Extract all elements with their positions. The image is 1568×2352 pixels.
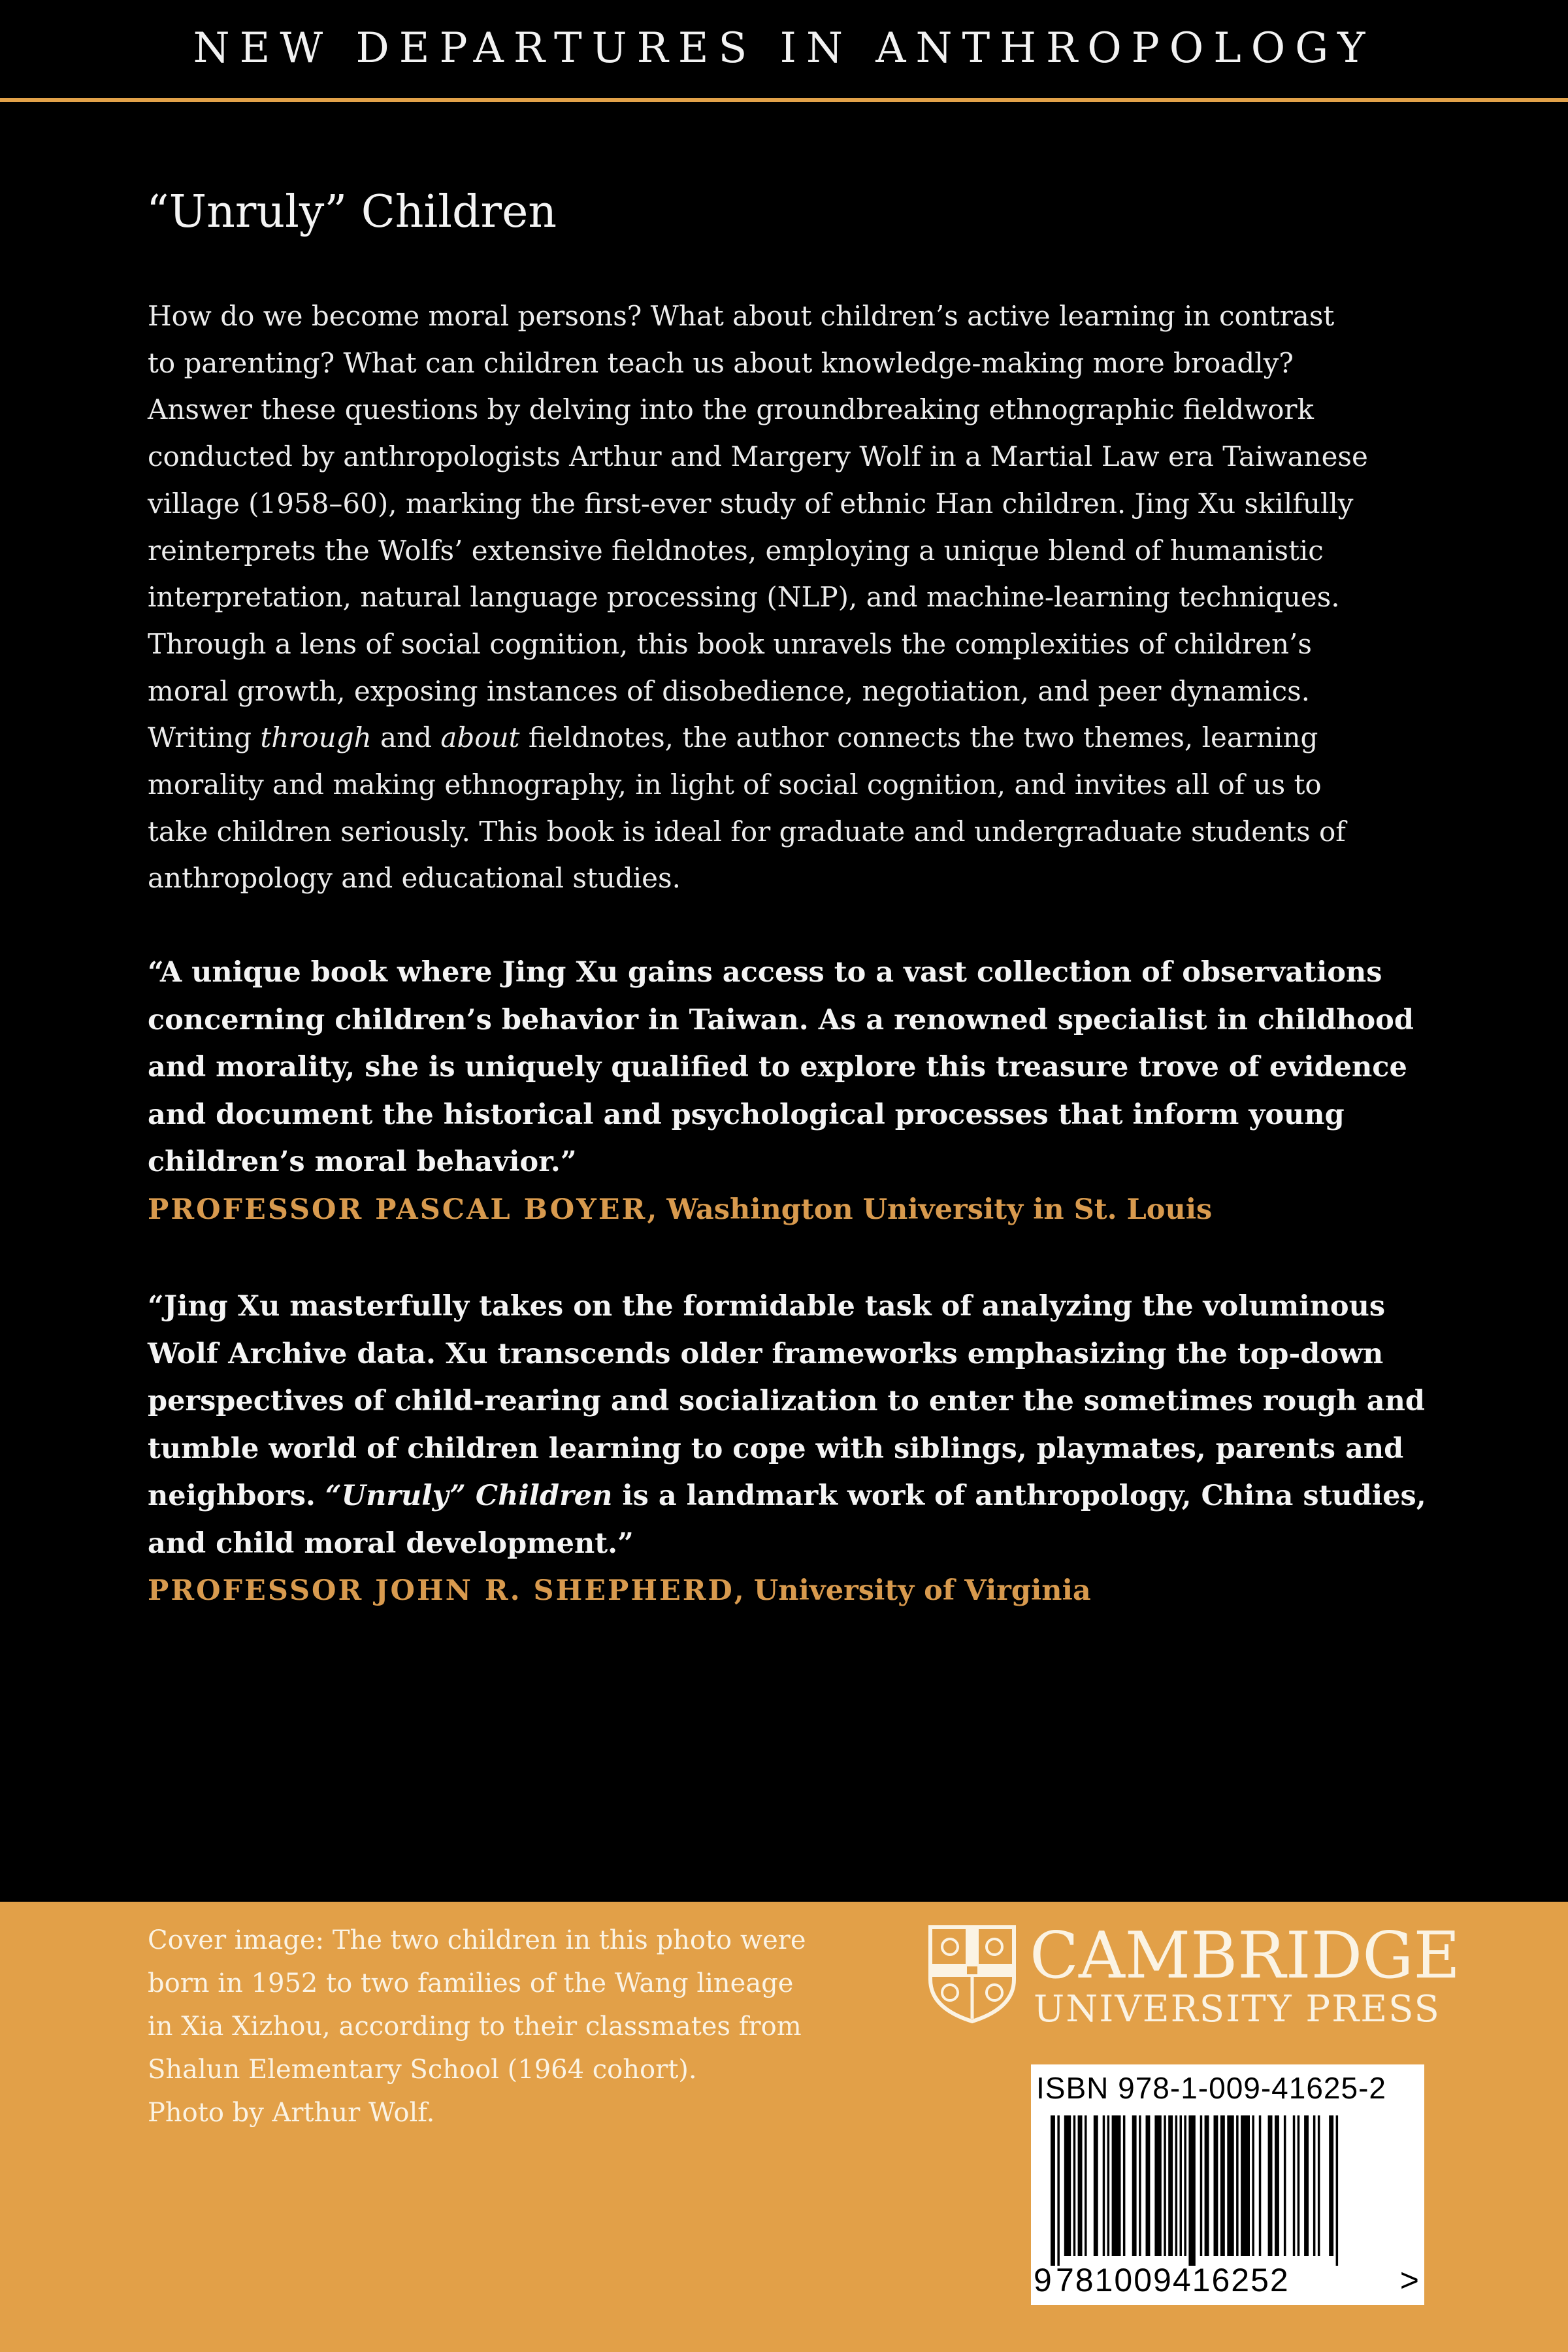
- ean-digit-string: 781009416252: [1056, 2262, 1290, 2298]
- description-text: Writing: [148, 721, 261, 754]
- description-line: reinterprets the Wolfs’ extensive fieldnotes, employing a unique blend of humanistic: [148, 534, 1324, 567]
- barcode-bar: [1085, 2115, 1087, 2256]
- description-text: fieldnotes, the author connects the two themes, learning: [519, 721, 1318, 754]
- barcode-bar: [1123, 2115, 1126, 2256]
- isbn-barcode: [1031, 2064, 1424, 2305]
- description-line: morality and making ethnography, in light of social cognition, and invites all of us to: [148, 769, 1322, 801]
- publisher-subname: UNIVERSITY PRESS: [1034, 1988, 1441, 2030]
- book-description: [148, 293, 1428, 902]
- barcode-bar: [1168, 2115, 1173, 2256]
- barcode-bar: [1293, 2115, 1296, 2256]
- barcode-bar: [1252, 2115, 1254, 2256]
- publisher-name: CAMBRIDGE: [1030, 1919, 1461, 1993]
- barcode-bar: [1112, 2115, 1121, 2256]
- barcode-bar: [1329, 2115, 1333, 2256]
- description-line: interpretation, natural language processing (NLP), and machine-learning techniques.: [148, 581, 1340, 614]
- description-line: anthropology and educational studies.: [148, 862, 681, 895]
- description-line: village (1958–60), marking the first-ever study of ethnic Han children. Jing Xu skilfully: [148, 487, 1354, 520]
- endorser-institution: , Washington University in St. Louis: [647, 1193, 1213, 1226]
- barcode-bar: [1154, 2115, 1161, 2256]
- barcode-bar: [1284, 2115, 1286, 2256]
- barcode-bar: [1214, 2115, 1218, 2256]
- barcode-bars: [1051, 2115, 1403, 2266]
- barcode-bar: [1073, 2115, 1076, 2256]
- barcode-bar: [1180, 2115, 1183, 2256]
- barcode-bar: [1078, 2115, 1083, 2256]
- endorser-name: PROFESSOR JOHN R. SHEPHERD: [148, 1574, 734, 1607]
- isbn-label: ISBN 978-1-009-41625-2: [1036, 2071, 1386, 2105]
- endorser-institution: , University of Virginia: [734, 1574, 1091, 1607]
- barcode-bar: [1184, 2115, 1186, 2256]
- endorsement-text: is a landmark work of anthropology, China studies,: [612, 1480, 1426, 1512]
- series-header: [0, 0, 1568, 99]
- barcode-bar: [1103, 2115, 1105, 2256]
- description-line: moral growth, exposing instances of disobedience, negotiation, and peer dynamics.: [148, 674, 1311, 707]
- barcode-bar: [1057, 2115, 1060, 2266]
- endorsement-line: perspectives of child-rearing and socialization to enter the sometimes rough and: [148, 1385, 1425, 1417]
- description-line: take children seriously. This book is ideal for graduate and undergraduate students of: [148, 815, 1346, 848]
- credit-line: Cover image: The two children in this photo were: [148, 1925, 806, 1955]
- barcode-bar: [1318, 2115, 1320, 2256]
- endorsement-line: and child moral development.”: [148, 1527, 634, 1560]
- description-line: conducted by anthropologists Arthur and Margery Wolf in a Martial Law era Taiwanese: [148, 440, 1368, 473]
- book-title: “Unruly” Children: [146, 186, 557, 238]
- barcode-bar: [1200, 2115, 1203, 2256]
- cambridge-shield-icon: [926, 1925, 1018, 2024]
- endorsement-text: neighbors.: [148, 1480, 325, 1512]
- endorsement-shepherd: [148, 1283, 1428, 1615]
- endorsement-line: tumble world of children learning to cope with siblings, playmates, parents and: [148, 1432, 1404, 1465]
- barcode-bar: [1064, 2115, 1071, 2256]
- barcode-bar: [1094, 2115, 1098, 2256]
- barcode-bar: [1220, 2115, 1225, 2256]
- description-line: Through a lens of social cognition, this book unravels the complexities of children’s: [148, 627, 1312, 660]
- credit-line: in Xia Xizhou, according to their classmates from: [148, 2012, 802, 2042]
- barcode-bar: [1259, 2115, 1262, 2256]
- endorsement-line: “Jing Xu masterfully takes on the formidable task of analyzing the voluminous: [148, 1290, 1386, 1323]
- barcode-bar: [1336, 2115, 1339, 2266]
- credit-line: Shalun Elementary School (1964 cohort).: [148, 2055, 697, 2085]
- credit-line: Photo by Arthur Wolf.: [148, 2098, 435, 2128]
- barcode-bar: [1298, 2115, 1300, 2256]
- barcode-bar: [1227, 2115, 1233, 2256]
- barcode-bar: [1236, 2115, 1239, 2256]
- endorsement-attribution: [148, 1567, 1428, 1615]
- endorsement-line: Wolf Archive data. Xu transcends older frameworks emphasizing the top-down: [148, 1337, 1384, 1370]
- barcode-bar: [1139, 2115, 1141, 2256]
- barcode-bar: [1268, 2115, 1273, 2256]
- endorsement-line: “A unique book where Jing Xu gains access to a vast collection of observations: [148, 956, 1382, 989]
- barcode-bar: [1205, 2115, 1209, 2256]
- endorsement-line: and document the historical and psychological processes that inform young: [148, 1098, 1345, 1131]
- endorsement-line: and morality, she is uniquely qualified to explore this treasure trove of evidence: [148, 1051, 1407, 1084]
- series-divider: [0, 98, 1568, 102]
- barcode-bar: [1164, 2115, 1166, 2256]
- barcode-bar: [1175, 2115, 1178, 2256]
- barcode-bar: [1304, 2115, 1309, 2256]
- credit-line: born in 1952 to two families of the Wang lineage: [148, 1968, 794, 1998]
- description-line: How do we become moral persons? What about children’s active learning in contrast: [148, 300, 1335, 332]
- ean-first-digit: 9: [1034, 2262, 1053, 2298]
- description-line: [148, 714, 1428, 761]
- barcode-bar: [1188, 2115, 1195, 2266]
- description-emphasis: about: [440, 721, 520, 754]
- barcode-bar: [1146, 2115, 1151, 2256]
- ean-arrow: >: [1399, 2262, 1420, 2298]
- barcode-bar: [1132, 2115, 1137, 2256]
- description-text: and: [371, 721, 441, 754]
- barcode-bar: [1313, 2115, 1316, 2256]
- barcode-bar: [1241, 2115, 1250, 2256]
- cover-image-credit: [148, 1919, 834, 2134]
- endorsement-book-title: “Unruly” Children: [325, 1480, 613, 1512]
- barcode-bar: [1051, 2115, 1055, 2266]
- description-line: Answer these questions by delving into the groundbreaking ethnographic fieldwork: [148, 393, 1314, 426]
- endorsement-line: concerning children’s behavior in Taiwan. As a renowned specialist in childhood: [148, 1003, 1414, 1036]
- endorser-name: PROFESSOR PASCAL BOYER: [148, 1193, 647, 1226]
- endorsement-boyer: [148, 949, 1428, 1233]
- barcode-bar: [1107, 2115, 1110, 2256]
- endorsement-line: [148, 1472, 1428, 1520]
- endorsement-line: children’s moral behavior.”: [148, 1146, 577, 1178]
- barcode-bar: [1275, 2115, 1279, 2256]
- endorsement-attribution: [148, 1186, 1428, 1234]
- series-title: NEW DEPARTURES IN ANTHROPOLOGY: [193, 24, 1375, 73]
- description-line: to parenting? What can children teach us about knowledge-making more broadly?: [148, 346, 1294, 379]
- description-emphasis: through: [260, 721, 372, 754]
